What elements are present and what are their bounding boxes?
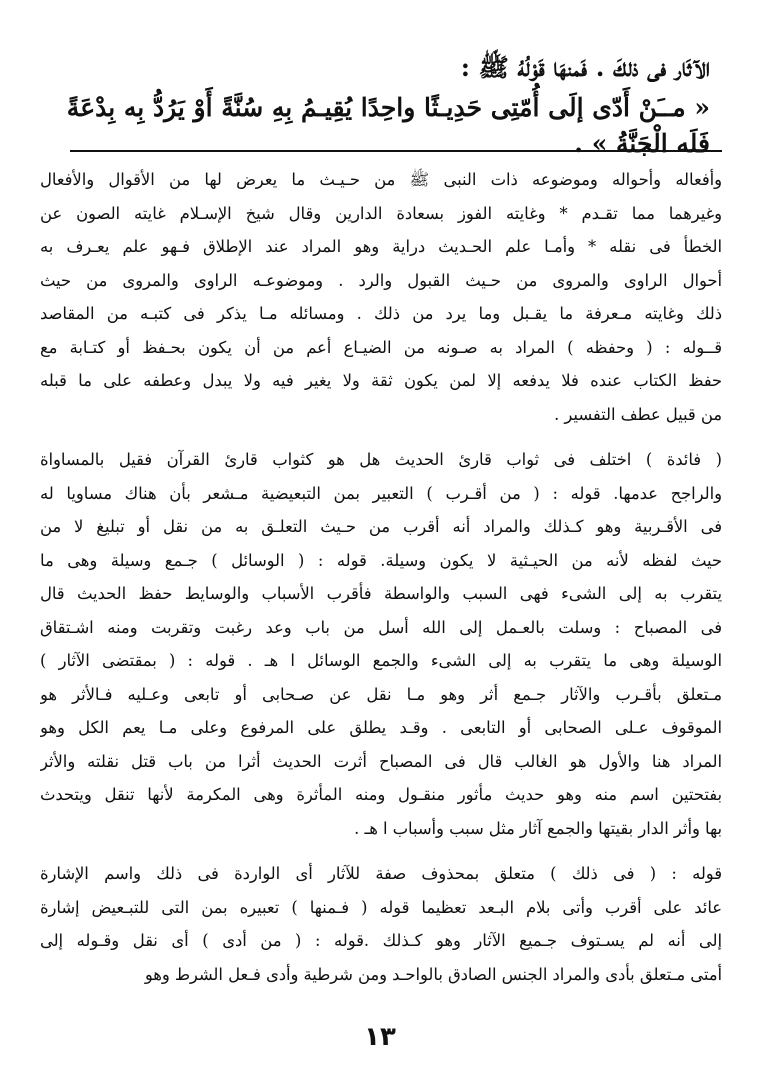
text-line: حفظ الكتاب عنده فلا يدفعه إلا لمن يكون ثقة ولا يغير فيه ولا يبدل وعطفه على ما قبله <box>40 371 722 390</box>
text-line: الوسيلة وهى ما يتقرب به إلى الشىء والجمع الوسائل ا هـ . قوله : ( بمقتضى الآثار ) <box>40 651 722 670</box>
text-line: المراد هنا والأول هو الغالب قال فى المصباح أثرت الحديث أثرا من باب قتل نقلته والأثر <box>40 751 722 771</box>
text-line: قوله : ( فى ذلك ) متعلق بمحذوف صفة للآثار أى الواردة فى ذلك واسم الإشارة <box>40 864 722 883</box>
commentary-paragraph <box>40 163 722 431</box>
text-line: ( فائدة ) اختلف فى ثواب قارئ الحديث هل هو كثواب قارئ القرآن فقيل بالمساواة <box>40 450 722 469</box>
text-line: يتقرب به إلى الشىء فهى السبب والواسطة فأقرب الأسباب والوسايط حفظ الحديث قال <box>40 584 722 603</box>
matn-line-1: الآثَار فى ذلكَ . فَمنهَا قَوْلُهُ ﷺ : <box>460 53 710 82</box>
text-line: حيث لفظه لأنه من الحيـثية لا يكون وسيلة. قوله : ( الوسائل ) جـمع وسيلة وهى ما <box>40 550 722 570</box>
text-line: وغيرهما مما تقـدم * وغايته الفوز بسعادة الدارين وقال شيخ الإسـلام غايته الصون عن <box>40 203 722 223</box>
text-line: بفتحتين اسم منه وهو حديث مأثور منقـول ومنه المأثرة وهى المكرمة لأنها تنقل ويتحدث <box>40 785 722 804</box>
matn-line-2: « مــَنْ أَدّى إلَى أُمّتِى حَدِيـثًا واحِدًا يُقِيـمُ بِهِ سُنَّةً أَوْ يَرُدُّ بِه بِدْعَةً فَلَه الْجَنَّةُ » . <box>66 93 710 158</box>
text-line: عائد على أقرب وأتى بلام البـعد تعظيما قوله ( فـمنها ) تعبيره بمن التى للتبـعيض إشارة <box>40 897 722 917</box>
text-line: فى الأقـربية وهو كـذلك والمراد أنه أقرب من حـيث التعلـق به من نقل أو تبليغ لا من <box>40 517 722 536</box>
text-line: مـتعلق بأقـرب والآثار جـمع أثر وهو مـا نقل عن صـحابى أو تابعى وعـليه فـالأثر هو <box>40 684 722 704</box>
text-line: من قبيل عطف التفسير . <box>554 404 722 424</box>
text-line: أمتى مـتعلق بأدى والمراد الجنس الصادق بالواحـد ومن شرطية وأدى فـعل الشرط وهو <box>144 964 722 984</box>
text-line: الموقوف عـلى الصحابى أو التابعى . وقـد يطلق على المرفوع وعلى مـا يعم الكل وهو <box>40 718 722 737</box>
text-line: وأفعاله وأحواله وموضوعه ذات النبى ﷺ من حـيـث ما يعرض لها من الأقوال والأفعال <box>40 170 722 189</box>
text-line: الخطأ فى نقله * وأمـا علم الحـديث دراية وهو المراد عند الإطلاق فـهو علم يعـرف به <box>40 237 722 256</box>
separator-rule <box>70 150 722 152</box>
commentary-paragraph <box>40 857 722 991</box>
text-line: أحوال الراوى والمروى من حـيث القبول والرد . وموضوعـه الراوى والمروى من حيث <box>40 270 722 290</box>
text-line: والراجح عدمها. قوله : ( من أقـرب ) التعبير بمن التبعيضية مـشعر بأن هناك مساويا له <box>40 483 722 503</box>
text-line: ذلك وغايته مـعرفة ما يقـبل وما يرد من ذلك . ومسائله مـا يذكر فى كتبـه من المقاصد <box>40 304 722 323</box>
text-line: بها وأثر الدار بقيتها والجمع آثار مثل سبب وأسباب ا هـ . <box>354 818 722 838</box>
text-line: قــوله : ( وحفظه ) المراد به صـونه من الضيـاع أعم من أن يكون بحـفظ أو كتـابة مع <box>40 337 722 357</box>
commentary-body <box>40 163 722 1003</box>
text-line: إلى أنه لم يسـتوف جـميع الآثار وهو كـذلك .قوله : ( من أدى ) أى نقل وقـوله إلى <box>40 931 722 950</box>
text-line: فى المصباح : وسلت بالعـمل إلى الله أسل من باب وعد رغبت وتقربت ومنه اشـتقاق <box>40 617 722 637</box>
page-number: ١٣ <box>364 1022 396 1052</box>
commentary-paragraph <box>40 443 722 845</box>
